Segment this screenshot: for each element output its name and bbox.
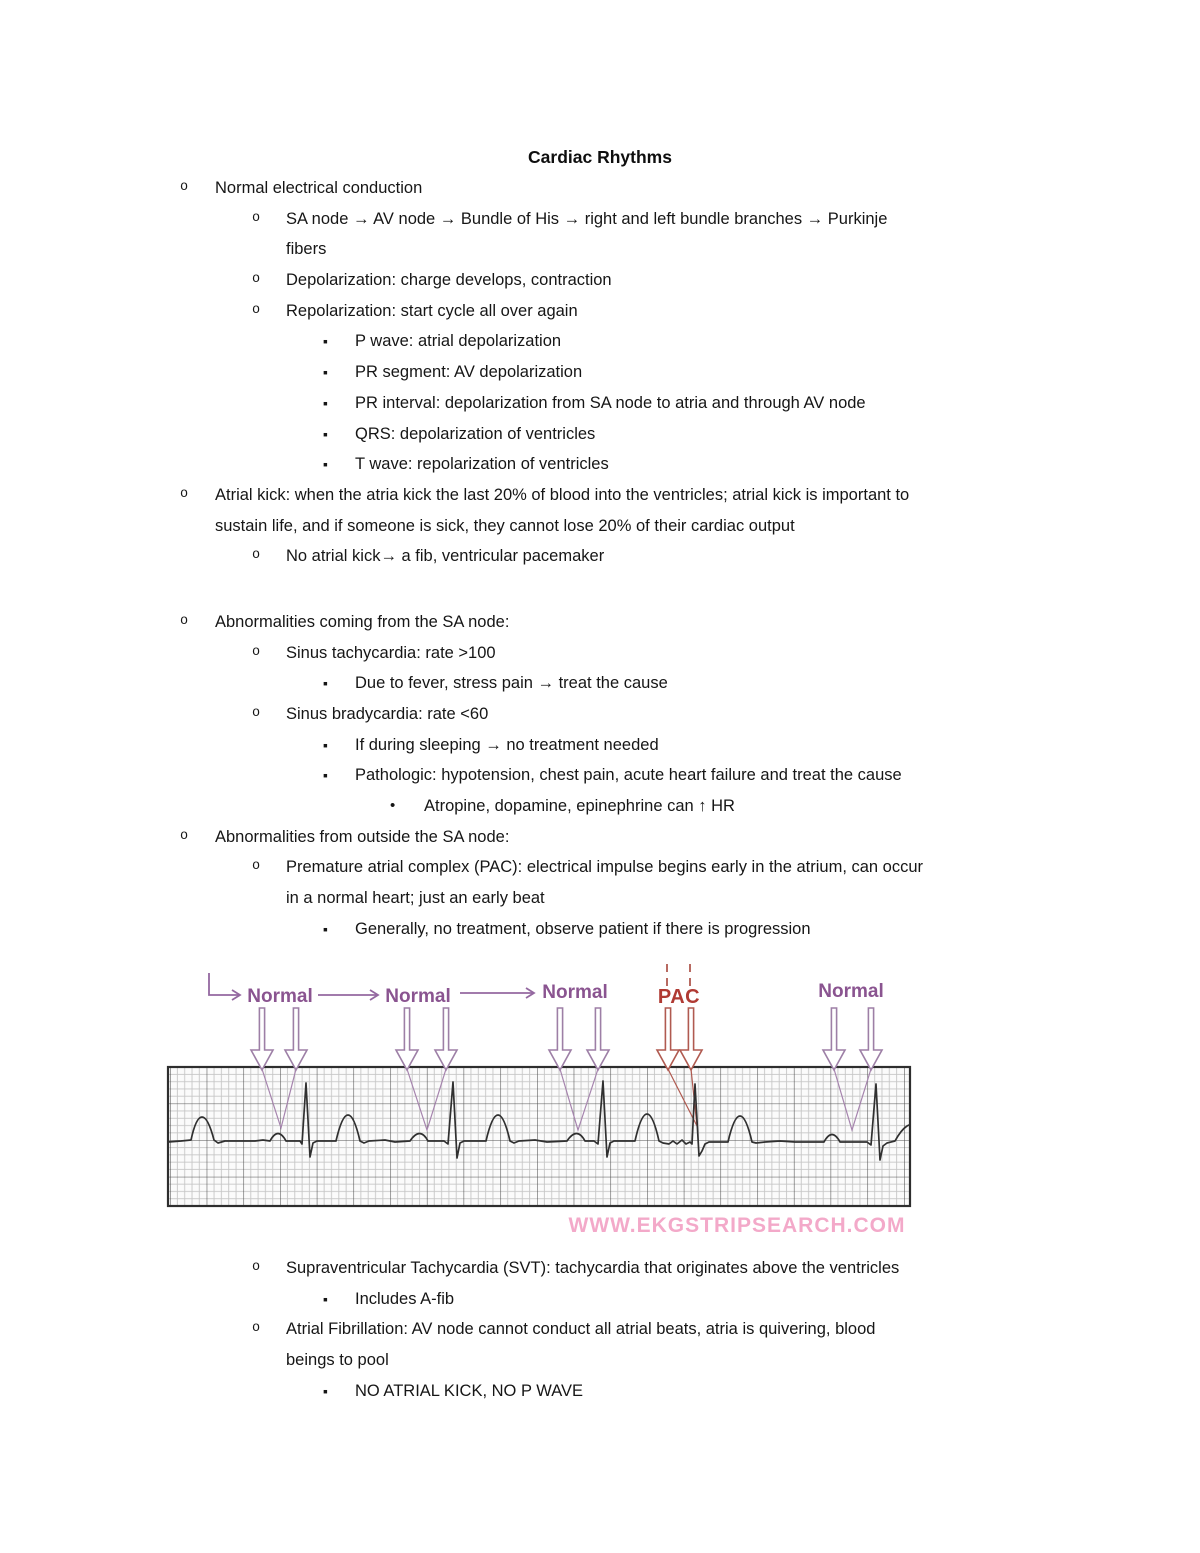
beat-label-normal-1: Normal bbox=[247, 986, 313, 1007]
bullet-glyph: ▪ bbox=[323, 767, 328, 784]
outline-item bbox=[0, 265, 1200, 296]
outline-text: Atropine, dopamine, epinephrine can ↑ HR bbox=[424, 797, 735, 816]
outline-text: PR interval: depolarization from SA node to atria and through AV node bbox=[355, 393, 866, 412]
outline-item bbox=[0, 883, 1200, 914]
outline-item bbox=[0, 852, 1200, 883]
outline-list-bottom bbox=[0, 1253, 1200, 1406]
page-title: Cardiac Rhythms bbox=[528, 147, 672, 167]
outline-text: Sinus bradycardia: rate <60 bbox=[286, 705, 489, 723]
outline-item bbox=[0, 204, 1200, 235]
outline-text: Generally, no treatment, observe patient if there is progression bbox=[355, 919, 811, 938]
bullet-glyph: • bbox=[390, 797, 396, 815]
ecg-grid bbox=[168, 1067, 910, 1206]
bullet-glyph: o bbox=[252, 706, 261, 721]
bullet-glyph: ▪ bbox=[323, 394, 328, 411]
outline-text: Due to fever, stress pain → treat the cause bbox=[355, 674, 668, 693]
bullet-glyph: ▪ bbox=[323, 364, 328, 381]
bullet-glyph: ▪ bbox=[323, 736, 328, 753]
outline-text: SA node → AV node → Bundle of His → right and left bundle branches → Purkinje bbox=[286, 209, 888, 228]
outline-item bbox=[0, 668, 1200, 699]
outline-item bbox=[0, 449, 1200, 480]
outline-item bbox=[0, 607, 1200, 638]
outline-text: T wave: repolarization of ventricles bbox=[355, 455, 609, 474]
outline-text: Atrial Fibrillation: AV node cannot conduct all atrial beats, atria is quivering, blood bbox=[286, 1320, 876, 1339]
outline-text: PR segment: AV depolarization bbox=[355, 363, 583, 382]
beat-label-pac: PAC bbox=[657, 986, 701, 1008]
bullet-glyph: ▪ bbox=[323, 333, 328, 350]
ekg-strip-figure bbox=[155, 960, 925, 1250]
outline-item bbox=[0, 296, 1200, 327]
outline-text: NO ATRIAL KICK, NO P WAVE bbox=[355, 1381, 583, 1400]
bullet-glyph: ▪ bbox=[323, 1382, 328, 1399]
outline-item bbox=[0, 914, 1200, 945]
outline-text: P wave: atrial depolarization bbox=[355, 332, 562, 351]
outline-item bbox=[0, 511, 1200, 542]
outline-item bbox=[0, 234, 1200, 265]
outline-text: sustain life, and if someone is sick, they cannot lose 20% of their cardiac output bbox=[215, 516, 795, 535]
outline-text: Supraventricular Tachycardia (SVT): tachycardia that originates above the ventricles bbox=[286, 1259, 900, 1277]
outline-item bbox=[0, 1314, 1200, 1345]
outline-item bbox=[0, 760, 1200, 791]
beat-label-normal-4: Normal bbox=[818, 981, 884, 1002]
outline-item bbox=[0, 357, 1200, 388]
outline-item bbox=[0, 1376, 1200, 1407]
outline-item bbox=[0, 822, 1200, 853]
outline-text: Atrial kick: when the atria kick the last 20% of blood into the ventricles; atrial kick is important to bbox=[215, 485, 910, 504]
bullet-glyph: o bbox=[252, 1260, 261, 1275]
outline-item bbox=[0, 419, 1200, 450]
bullet-glyph: ▪ bbox=[323, 920, 328, 937]
outline-text: Pathologic: hypotension, chest pain, acute heart failure and treat the cause bbox=[355, 766, 902, 785]
outline-item bbox=[0, 388, 1200, 419]
outline-item bbox=[0, 1284, 1200, 1315]
bullet-glyph: ▪ bbox=[323, 675, 328, 692]
beat-label-normal-3: Normal bbox=[542, 982, 608, 1003]
document-bottom-section bbox=[0, 1253, 1200, 1406]
outline-item bbox=[0, 1345, 1200, 1376]
outline-text: Premature atrial complex (PAC): electrical impulse begins early in the atrium, can occur bbox=[286, 858, 924, 877]
outline-item bbox=[0, 730, 1200, 761]
outline-item bbox=[0, 480, 1200, 511]
outline-item bbox=[0, 1253, 1200, 1284]
outline-text: Abnormalities from outside the SA node: bbox=[215, 827, 510, 846]
outline-item bbox=[0, 699, 1200, 730]
outline-item bbox=[0, 173, 1200, 204]
bullet-glyph: o bbox=[252, 644, 261, 660]
bullet-glyph: ▪ bbox=[323, 425, 328, 442]
outline-text: Abnormalities coming from the SA node: bbox=[215, 612, 510, 631]
outline-text: Includes A-fib bbox=[355, 1289, 455, 1308]
outline-text: Sinus tachycardia: rate >100 bbox=[286, 643, 496, 662]
bullet-glyph: o bbox=[180, 613, 189, 629]
outline-item bbox=[0, 326, 1200, 357]
beat-label-normal-2: Normal bbox=[385, 986, 451, 1007]
watermark-text: WWW.EKGSTRIPSEARCH.COM bbox=[568, 1214, 906, 1237]
outline-text: Depolarization: charge develops, contraction bbox=[286, 271, 612, 290]
bullet-glyph: o bbox=[180, 486, 189, 502]
outline-item bbox=[0, 541, 1200, 572]
outline-text: Normal electrical conduction bbox=[215, 179, 423, 197]
bullet-glyph: o bbox=[252, 210, 261, 226]
outline-text: No atrial kick→ a fib, ventricular pacemaker bbox=[286, 547, 605, 566]
outline-item bbox=[0, 638, 1200, 669]
outline-text: beings to pool bbox=[286, 1351, 389, 1370]
outline-text: Repolarization: start cycle all over again bbox=[286, 301, 578, 320]
bullet-glyph: o bbox=[180, 828, 189, 844]
down-arrows-normal bbox=[251, 1008, 882, 1070]
pac-dash-lines bbox=[667, 964, 690, 986]
outline-text: If during sleeping → no treatment needed bbox=[355, 735, 659, 754]
outline-text: fibers bbox=[286, 240, 327, 259]
bullet-glyph: o bbox=[180, 180, 189, 195]
outline-text: QRS: depolarization of ventricles bbox=[355, 424, 596, 443]
down-arrows-pac bbox=[657, 1008, 702, 1070]
outline-item bbox=[0, 791, 1200, 822]
bullet-glyph: o bbox=[252, 272, 261, 288]
document-top-section bbox=[0, 142, 1200, 945]
bullet-glyph: o bbox=[252, 548, 261, 564]
bullet-glyph: o bbox=[252, 1321, 261, 1337]
bullet-glyph: ▪ bbox=[323, 1290, 328, 1307]
bullet-glyph: o bbox=[252, 302, 261, 318]
bullet-glyph: ▪ bbox=[323, 456, 328, 473]
bullet-glyph: o bbox=[252, 859, 261, 875]
outline-text: in a normal heart; just an early beat bbox=[286, 889, 545, 908]
outline-list-top bbox=[0, 173, 1200, 945]
